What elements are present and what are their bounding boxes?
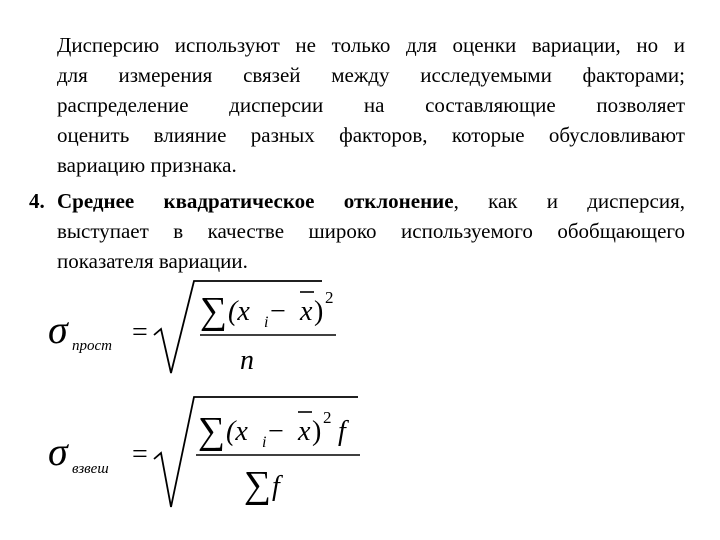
paragraph-dispersion-usage — [57, 30, 685, 180]
numerator-expression: (x — [228, 296, 250, 327]
paragraph-line — [57, 186, 685, 216]
equals-sign: = — [132, 317, 148, 348]
denominator-sum-symbol: ∑ — [244, 464, 272, 506]
equals-sign: = — [132, 439, 148, 470]
paragraph-line: Дисперсию используют не только для оценки вариации, но и — [57, 33, 685, 57]
index-subscript: i — [264, 314, 269, 331]
weight-symbol: f — [338, 416, 346, 447]
mean-symbol: x — [300, 296, 313, 327]
paragraph-line: оценить влияние разных факторов, которые обусловливают — [57, 123, 685, 147]
paragraph-line: вариацию признака. — [57, 153, 237, 177]
subscript-label: прост — [72, 338, 112, 354]
denominator: n — [240, 345, 254, 376]
paragraph-line: распределение дисперсии на составляющие позволяет — [57, 93, 685, 117]
numerator-expression: (x — [226, 416, 248, 447]
paragraph-line: для измерения связей между исследуемыми факторами; — [57, 63, 685, 87]
paragraph-std-deviation — [57, 186, 685, 276]
paragraph-line: выступает в качестве широко используемого обобщающего — [57, 219, 685, 243]
formula-simple-svg — [40, 275, 340, 380]
power-two: 2 — [323, 408, 332, 427]
denominator: f — [272, 471, 280, 502]
sigma-symbol: σ — [48, 307, 68, 352]
subscript-label: взвеш — [72, 461, 109, 477]
radical-sign — [154, 281, 322, 373]
mean-symbol: x — [298, 416, 311, 447]
sum-symbol: ∑ — [200, 290, 228, 332]
formula-weighted-std — [40, 385, 370, 520]
paragraph-line: показателя вариации. — [57, 249, 248, 273]
minus-sign: − — [270, 296, 286, 327]
minus-sign: − — [268, 416, 284, 447]
sigma-symbol: σ — [48, 429, 68, 474]
bold-term: Среднее квадратическое отклонение — [57, 189, 454, 213]
close-paren: ) — [314, 296, 324, 327]
line-rest: , как и дисперсия, — [453, 189, 685, 213]
index-subscript: i — [262, 434, 267, 451]
formula-weighted-svg — [40, 385, 370, 515]
sum-symbol: ∑ — [198, 410, 226, 452]
close-paren: ) — [312, 416, 322, 447]
item-number: 4. — [29, 189, 45, 213]
power-two: 2 — [325, 288, 334, 307]
formula-simple-std — [40, 275, 340, 385]
